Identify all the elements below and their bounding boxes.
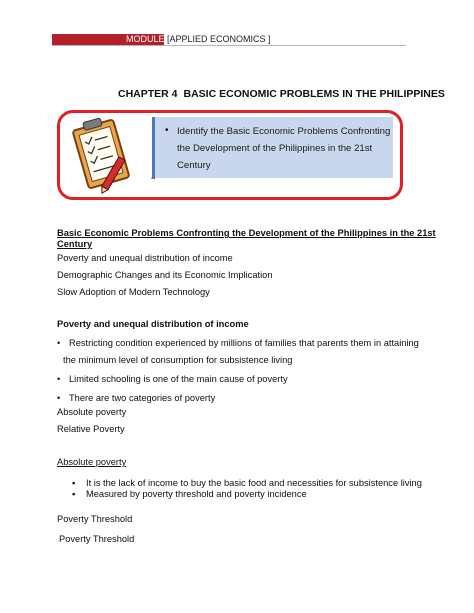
section1-heading-line1: Basic Economic Problems Confronting the Development of the Philippines in the 21st [57, 228, 436, 238]
chapter-title [118, 88, 445, 100]
poverty-threshold-label: Poverty Threshold [59, 534, 135, 544]
objective-panel [152, 117, 393, 178]
header-rule [52, 45, 406, 46]
poverty-threshold-label: Poverty Threshold [57, 514, 133, 524]
list-item: Demographic Changes and its Economic Implication [57, 270, 273, 280]
chapter-name: BASIC ECONOMIC PROBLEMS IN THE PHILIPPINES [183, 88, 445, 100]
module-header [126, 34, 271, 45]
objective-text: Identify the Basic Economic Problems Confronting the Development of the Philippines in the 21st Century [177, 126, 391, 171]
chapter-number: CHAPTER 4 [118, 88, 178, 100]
bullet-item: • Restricting condition experienced by millions of families that parents them in attaining [57, 338, 419, 348]
subject-label: [APPLIED ECONOMICS ] [167, 34, 271, 44]
bullet-item-continuation: the minimum level of consumption for subsistence living [63, 355, 293, 365]
section3-heading: Absolute poverty [57, 457, 127, 467]
bullet-item: • There are two categories of poverty [57, 393, 216, 403]
section2-heading: Poverty and unequal distribution of income [57, 319, 249, 329]
poverty-category: Relative Poverty [57, 424, 125, 434]
list-item: Slow Adoption of Modern Technology [57, 287, 210, 297]
module-label: MODULE [126, 34, 165, 44]
bullet-item: ▪ Measured by poverty threshold and poverty incidence [72, 489, 307, 499]
objective-bullet: • [165, 125, 169, 136]
panel-marker: ▪▪ [151, 176, 156, 182]
bullet-item: • Limited schooling is one of the main cause of poverty [57, 374, 288, 384]
clipboard-checklist-icon [66, 116, 134, 196]
poverty-category: Absolute poverty [57, 407, 127, 417]
list-item: Poverty and unequal distribution of income [57, 253, 233, 263]
bullet-item: ▪ It is the lack of income to buy the basic food and necessities for subsistence living [72, 478, 422, 488]
section1-heading-line2: Century [57, 239, 93, 249]
